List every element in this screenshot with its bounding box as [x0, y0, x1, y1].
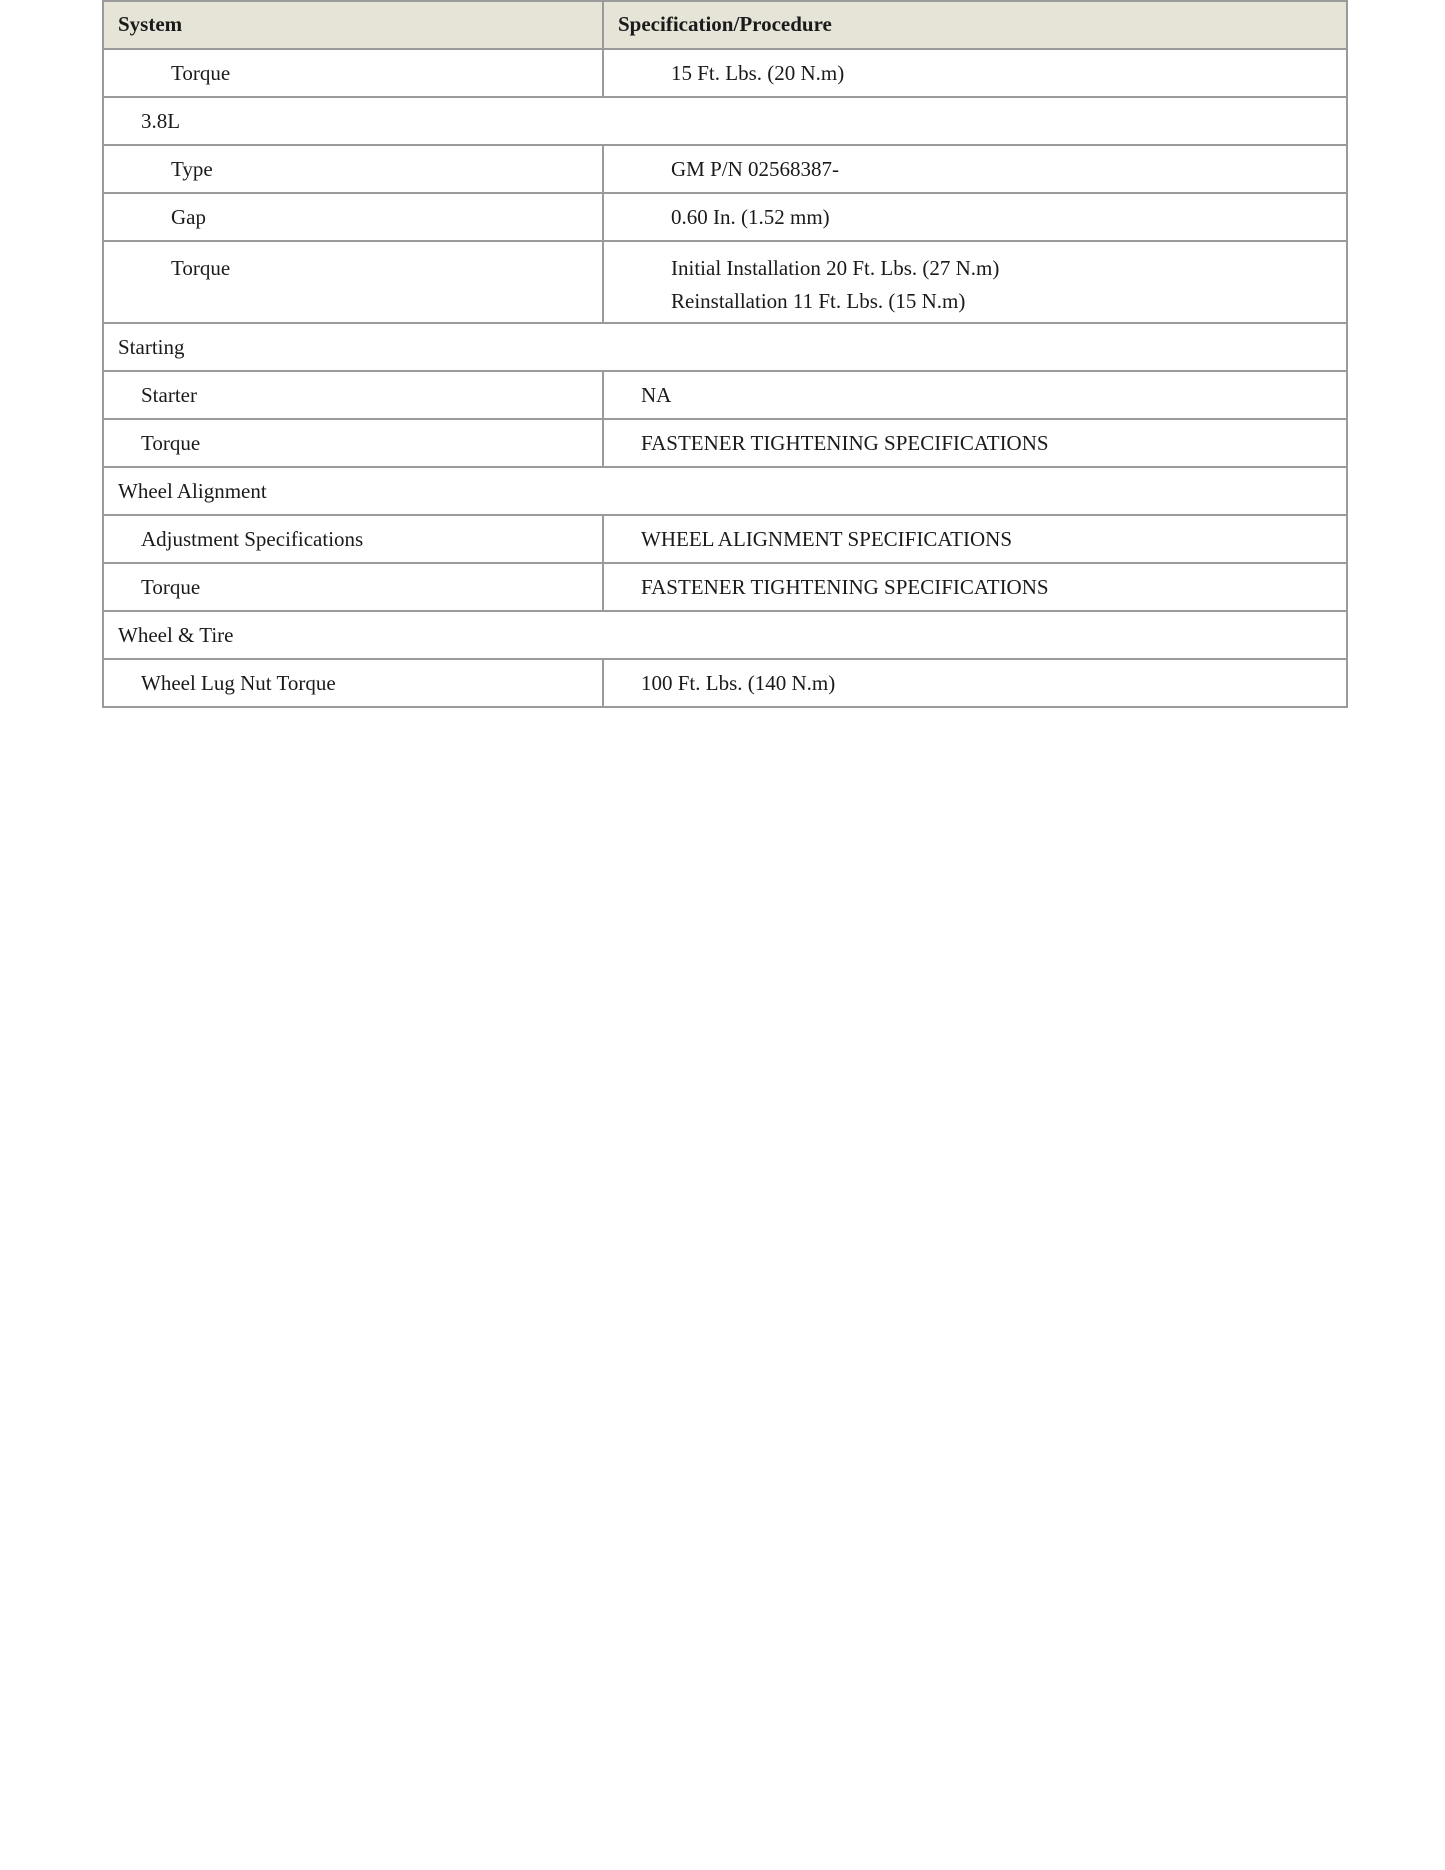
- spec-cell: FASTENER TIGHTENING SPECIFICATIONS: [603, 419, 1347, 467]
- spec-cell: [603, 241, 1347, 323]
- system-cell: Torque: [103, 241, 603, 323]
- header-row: [103, 1, 1347, 49]
- table-row: [103, 563, 1347, 611]
- spec-cell: 100 Ft. Lbs. (140 N.m): [603, 659, 1347, 707]
- section-row: [103, 611, 1347, 659]
- spec-line: Reinstallation 11 Ft. Lbs. (15 N.m): [671, 289, 966, 313]
- table-row: [103, 419, 1347, 467]
- header-system: System: [103, 1, 603, 49]
- spec-cell: 15 Ft. Lbs. (20 N.m): [603, 49, 1347, 97]
- section-cell: Wheel Alignment: [103, 467, 1347, 515]
- spec-cell: NA: [603, 371, 1347, 419]
- spec-line: Initial Installation 20 Ft. Lbs. (27 N.m): [671, 256, 1000, 280]
- system-cell: Torque: [103, 563, 603, 611]
- section-cell: 3.8L: [103, 97, 1347, 145]
- header-spec: Specification/Procedure: [603, 1, 1347, 49]
- spec-cell: WHEEL ALIGNMENT SPECIFICATIONS: [603, 515, 1347, 563]
- specifications-table: [102, 0, 1348, 708]
- table-row: [103, 193, 1347, 241]
- table-row: [103, 515, 1347, 563]
- table-row: [103, 371, 1347, 419]
- spec-cell: GM P/N 02568387-: [603, 145, 1347, 193]
- section-cell: Starting: [103, 323, 1347, 371]
- spec-cell: FASTENER TIGHTENING SPECIFICATIONS: [603, 563, 1347, 611]
- section-row: [103, 467, 1347, 515]
- system-cell: Gap: [103, 193, 603, 241]
- table-row: [103, 659, 1347, 707]
- system-cell: Torque: [103, 419, 603, 467]
- system-cell: Torque: [103, 49, 603, 97]
- section-row: [103, 97, 1347, 145]
- system-cell: Type: [103, 145, 603, 193]
- table-row: [103, 49, 1347, 97]
- table-header: [103, 1, 1347, 49]
- section-row: [103, 323, 1347, 371]
- system-cell: Starter: [103, 371, 603, 419]
- spec-cell: 0.60 In. (1.52 mm): [603, 193, 1347, 241]
- table-row: [103, 145, 1347, 193]
- system-cell: Wheel Lug Nut Torque: [103, 659, 603, 707]
- system-cell: Adjustment Specifications: [103, 515, 603, 563]
- table-row: [103, 241, 1347, 323]
- section-cell: Wheel & Tire: [103, 611, 1347, 659]
- table-body: [103, 49, 1347, 707]
